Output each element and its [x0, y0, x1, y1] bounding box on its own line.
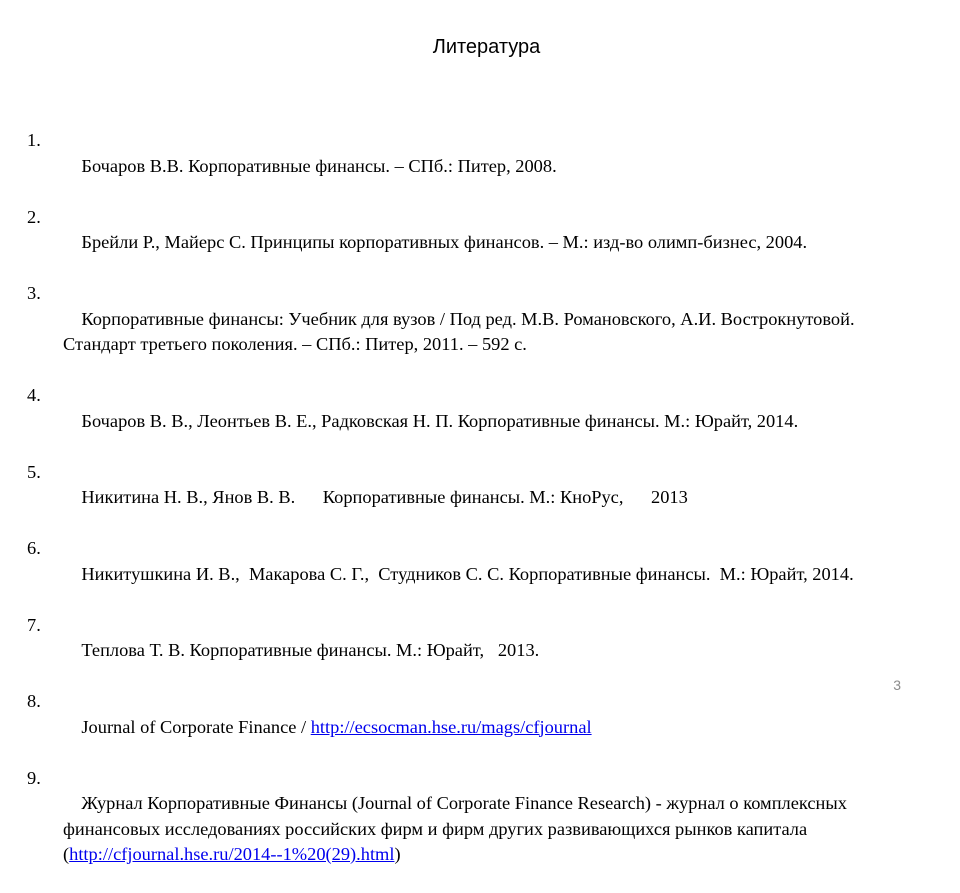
- reference-item: [27, 281, 917, 383]
- reference-text-suffix: ): [394, 844, 400, 864]
- reference-text: Никитина Н. В., Янов В. В. Корпоративные финансы. М.: КноРус, 2013: [81, 487, 687, 507]
- journal-link[interactable]: http://ecsocman.hse.ru/mags/cfjournal: [311, 717, 592, 737]
- reference-text: Бочаров В.В. Корпоративные финансы. – СПб.: Питер, 2008.: [81, 156, 556, 176]
- reference-text: Теплова Т. В. Корпоративные финансы. М.: Юрайт, 2013.: [81, 640, 539, 660]
- reference-number: 5.: [27, 460, 41, 486]
- reference-number: 6.: [27, 536, 41, 562]
- reference-number: 9.: [27, 766, 41, 792]
- reference-item: [27, 205, 917, 282]
- reference-number: 3.: [27, 281, 41, 307]
- reference-text: Журнал Корпоративные Финансы (Journal of Corporate Finance Research) - журнал о комплексных финансовых исследованиях российских фирм и фирм других развивающихся рынков капитала (: [63, 793, 852, 864]
- reference-number: 4.: [27, 383, 41, 409]
- reference-number: 8.: [27, 689, 41, 715]
- slide-title: Литература: [0, 34, 960, 60]
- reference-text: Брейли Р., Майерс С. Принципы корпоративных финансов. – М.: изд-во олимп-бизнес, 2004.: [81, 232, 807, 252]
- reference-item: [27, 613, 917, 690]
- reference-text: Бочаров В. В., Леонтьев В. Е., Радковская Н. П. Корпоративные финансы. М.: Юрайт, 2014.: [81, 411, 798, 431]
- reference-item: [27, 383, 917, 460]
- reference-text: Никитушкина И. В., Макарова С. Г., Студников С. С. Корпоративные финансы. М.: Юрайт, 2014.: [81, 564, 853, 584]
- reference-text: Journal of Corporate Finance /: [81, 717, 310, 737]
- reference-item: [27, 766, 917, 893]
- reference-number: 7.: [27, 613, 41, 639]
- reference-item: [27, 460, 917, 537]
- reference-item: [27, 128, 917, 205]
- reference-number: 2.: [27, 205, 41, 231]
- page-number: 3: [893, 677, 901, 693]
- journal-link[interactable]: http://cfjournal.hse.ru/2014--1%20(29).html: [69, 844, 394, 864]
- reference-item: [27, 536, 917, 613]
- reference-number: 1.: [27, 128, 41, 154]
- reference-text: Корпоративные финансы: Учебник для вузов / Под ред. М.В. Романовского, А.И. Вострокнутовой. Стандарт третьего поколения. – СПб.: Питер, 2011. – 592 с.: [63, 309, 859, 355]
- reference-list: [27, 128, 917, 893]
- reference-item: [27, 689, 917, 766]
